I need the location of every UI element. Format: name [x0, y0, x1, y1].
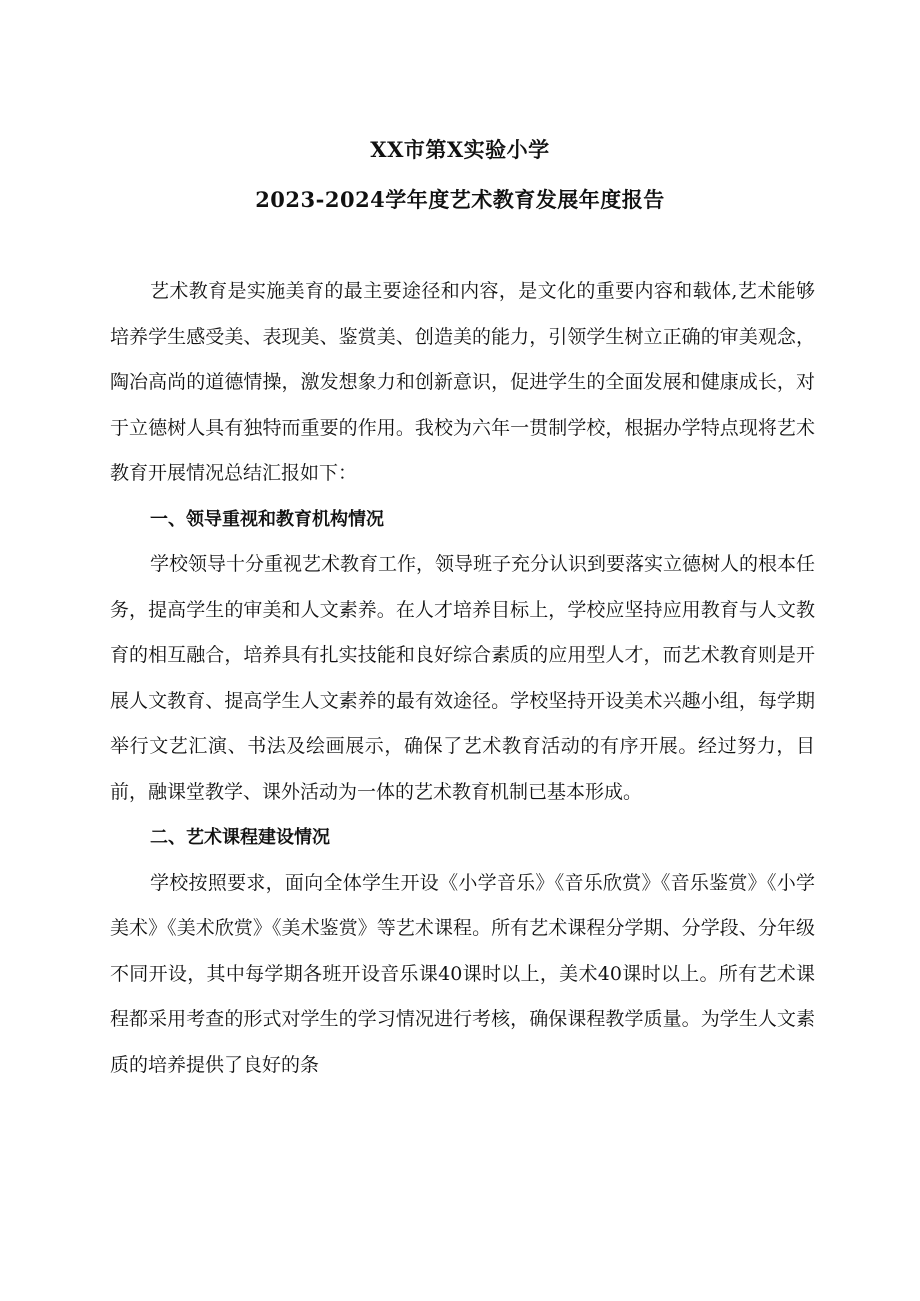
section-paragraph-leadership: 学校领导十分重视艺术教育工作，领导班子充分认识到要落实立德树人的根本任务，提高学生的审美和人文素养。在人才培养目标上，学校应坚持应用教育与人文教育的相互融合，培养具有扎实技能和良好综合素质的应用型人才，而艺术教育则是开展人文教育、提高学生人文素养的最有效途径。学校坚持开设美术兴趣小组，每学期举行文艺汇演、书法及绘画展示，确保了艺术教育活动的有序开展。经过努力，目前，融课堂教学、课外活动为一体的艺术教育机制已基本形成。: [110, 553, 816, 803]
document-title-report: 2023-2024学年度艺术教育发展年度报告: [255, 187, 665, 212]
section-heading-leadership: 一、领导重视和教育机构情况: [150, 508, 384, 530]
intro-paragraph: 艺术教育是实施美育的最主要途径和内容，是文化的重要内容和载体,艺术能够培养学生感受美、表现美、鉴赏美、创造美的能力，引领学生树立正确的审美观念，陶冶高尚的道德情操，激发想象力和创新意识，促进学生的全面发展和健康成长，对于立德树人具有独特而重要的作用。我校为六年一贯制学校，根据办学特点现将艺术教育开展情况总结汇报如下：: [110, 280, 815, 484]
document-title-school: XX市第X实验小学: [370, 137, 550, 162]
document-body: [110, 269, 815, 1088]
section-paragraph-curriculum: 学校按照要求，面向全体学生开设《小学音乐》《音乐欣赏》《音乐鉴赏》《小学美术》《美术欣赏》《美术鉴赏》等艺术课程。所有艺术课程分学期、分学段、分年级不同开设，其中每学期各班开设音乐课40课时以上，美术40课时以上。所有艺术课程都采用考查的形式对学生的学习情况进行考核，确保课程教学质量。为学生人文素质的培养提供了良好的条: [110, 871, 815, 1076]
section-heading-curriculum: 二、艺术课程建设情况: [150, 827, 330, 848]
